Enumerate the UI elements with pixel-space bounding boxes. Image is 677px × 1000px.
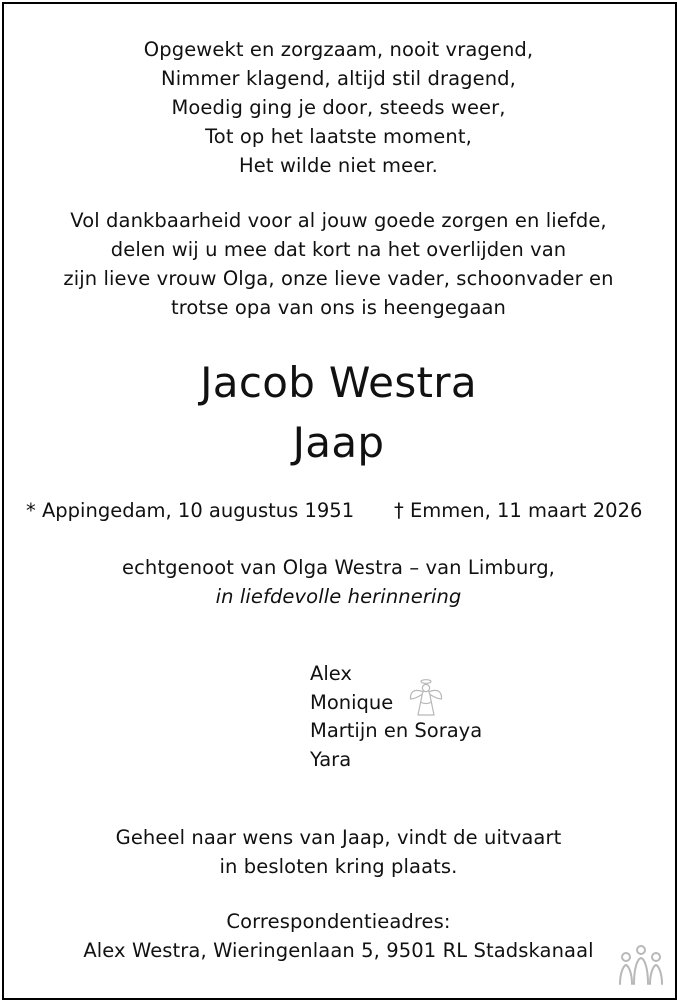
poem — [0, 35, 677, 180]
list-item: Martijn en Soraya — [310, 719, 483, 742]
list-item: Alex — [310, 662, 352, 685]
announcement-line: Vol dankbaarheid voor al jouw goede zorgen en liefde, — [70, 209, 607, 232]
announcement-line: trotse opa van ons is heengegaan — [170, 296, 506, 319]
birth-date: * Appingedam, 10 augustus 1951 — [26, 499, 355, 522]
announcement-line: delen wij u mee dat kort na het overlijden van — [110, 238, 567, 261]
announcement-line: zijn lieve vrouw Olga, onze lieve vader, schoonvader en — [63, 267, 614, 290]
list-item: Yara — [310, 747, 352, 771]
poem-line: Nimmer klagend, altijd stil dragend, — [161, 67, 516, 90]
poem-line: Opgewekt en zorgzaam, nooit vragend, — [143, 38, 534, 61]
remembrance-line: in liefdevolle herinnering — [215, 585, 462, 608]
correspondence-address — [0, 907, 677, 965]
family-logo-icon — [617, 944, 665, 986]
poem-line: Tot op het laatste moment, — [205, 125, 472, 148]
poem-line: Moedig ging je door, steeds weer, — [171, 96, 506, 119]
address-line: Alex Westra, Wieringenlaan 5, 9501 RL Stadskanaal — [83, 939, 594, 962]
poem-line: Het wilde niet meer. — [239, 154, 438, 177]
list-item: Monique — [310, 690, 394, 714]
spouse-line: echtgenoot van Olga Westra – van Limburg, — [122, 556, 555, 579]
children-list — [310, 660, 482, 774]
angel-icon — [408, 678, 444, 718]
announcement-text — [0, 206, 677, 322]
ceremony-line: Geheel naar wens van Jaap, vindt de uitvaart — [115, 826, 562, 849]
death-date: † Emmen, 11 maart 2026 — [394, 499, 643, 522]
correspondence-label: Correspondentieadres: — [226, 910, 451, 933]
spouse-info — [0, 553, 677, 611]
deceased-nickname: Jaap — [292, 418, 385, 467]
ceremony-info — [0, 823, 677, 881]
ceremony-line: in besloten kring plaats. — [219, 855, 458, 878]
deceased-full-name: Jacob Westra — [200, 358, 477, 407]
